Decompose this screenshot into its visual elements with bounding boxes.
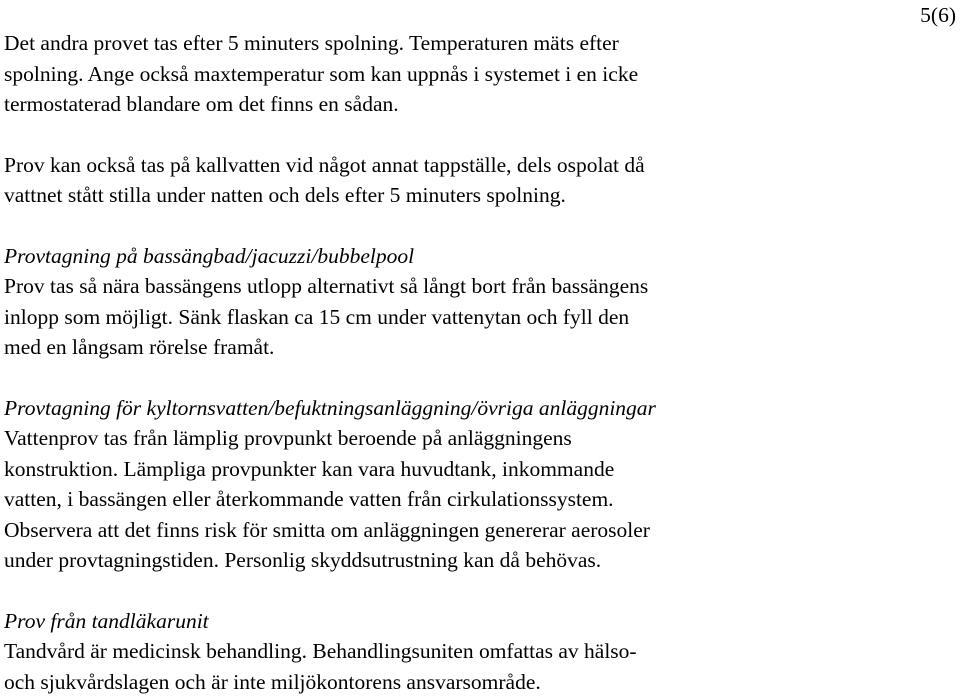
paragraph-cold-water	[4, 150, 804, 211]
section-heading: Provtagning på bassängbad/jacuzzi/bubbelpool	[4, 241, 804, 272]
text-line: vatten, i bassängen eller återkommande vatten från cirkulationssystem.	[4, 484, 804, 515]
text-line: inlopp som möjligt. Sänk flaskan ca 15 cm under vattenytan och fyll den	[4, 302, 804, 333]
section-cooling-tower-sampling	[4, 393, 804, 576]
document-body	[4, 28, 804, 697]
text-line: Observera att det finns risk för smitta om anläggningen genererar aerosoler	[4, 515, 804, 546]
text-line: Vattenprov tas från lämplig provpunkt beroende på anläggningens	[4, 423, 804, 454]
section-heading: Provtagning för kyltornsvatten/befuktningsanläggning/övriga anläggningar	[4, 393, 804, 424]
page-number: 5(6)	[920, 0, 956, 30]
text-line: konstruktion. Lämpliga provpunkter kan vara huvudtank, inkommande	[4, 454, 804, 485]
text-line: termostaterad blandare om det finns en sådan.	[4, 89, 804, 120]
text-line: under provtagningstiden. Personlig skyddsutrustning kan då behövas.	[4, 545, 804, 576]
paragraph-flushing-temperature	[4, 28, 804, 120]
text-line: Tandvård är medicinsk behandling. Behandlingsuniten omfattas av hälso-	[4, 636, 804, 667]
section-dental-unit-sampling	[4, 606, 804, 697]
text-line: Prov kan också tas på kallvatten vid något annat tappställe, dels ospolat då	[4, 150, 804, 181]
text-line: och sjukvårdslagen och är inte miljökontorens ansvarsområde.	[4, 667, 804, 697]
text-line: med en långsam rörelse framåt.	[4, 332, 804, 363]
section-heading: Prov från tandläkarunit	[4, 606, 804, 637]
section-pool-sampling	[4, 241, 804, 363]
text-line: spolning. Ange också maxtemperatur som kan uppnås i systemet i en icke	[4, 59, 804, 90]
text-line: Prov tas så nära bassängens utlopp alternativt så långt bort från bassängens	[4, 271, 804, 302]
text-line: vattnet stått stilla under natten och dels efter 5 minuters spolning.	[4, 180, 804, 211]
text-line: Det andra provet tas efter 5 minuters spolning. Temperaturen mäts efter	[4, 28, 804, 59]
